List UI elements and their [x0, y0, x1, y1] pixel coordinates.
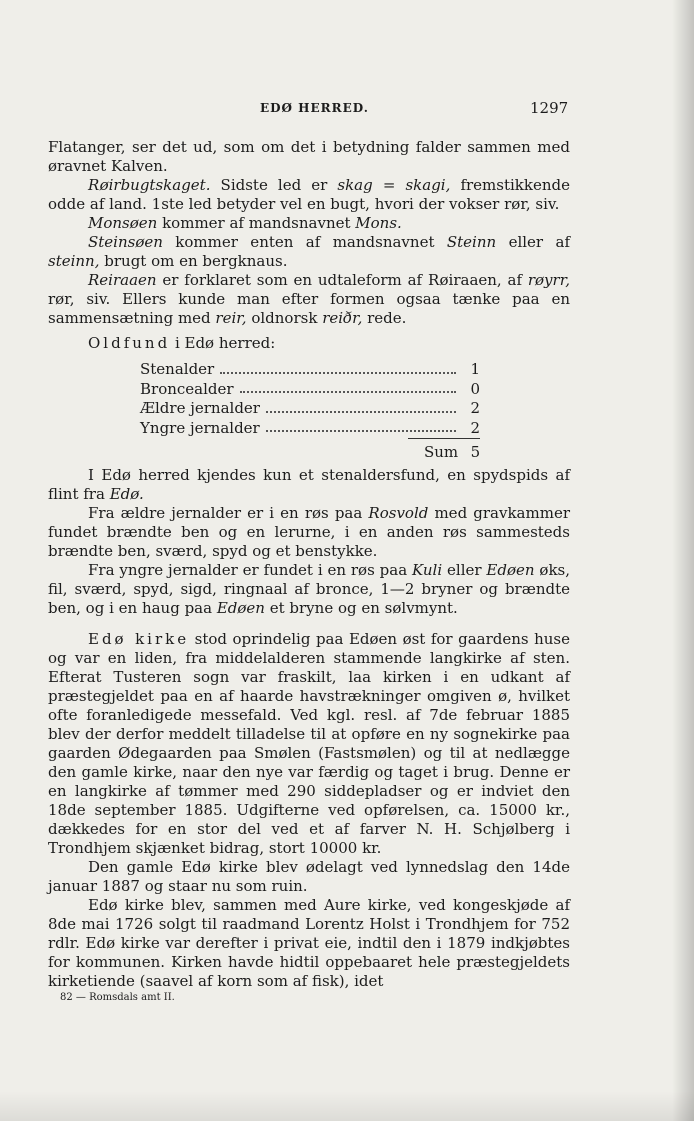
sum-row: Sum 5 — [424, 443, 481, 461]
paragraph-kongeskjode: Edø kirke blev, sammen med Aure kirke, ved kongeskjøde af 8de mai 1726 solgt til raadmand Lorentz Holst i Trondhjem for 752 rdlr. Edø kirke var derefter i privat eie, indtil den i 1879 indkjøbtes for kommunen. Kirken havde hidtil oppebaaret hele præstegjeldets kirketiende (saavel af korn som af fisk), idet — [48, 896, 570, 990]
paragraph-reiraaen: Reiraaen er forklaret som en udtaleform af Røiraaen, af røyrr, rør, siv. Ellers kunde man efter formen ogsaa tænke paa en sammensætning med reir, oldnorsk reiðr, rede. — [48, 271, 570, 327]
paragraph-stenalder: I Edø herred kjendes kun et stenaldersfund, en spydspids af flint fra Edø. — [48, 466, 570, 503]
paragraph-gamle-kirke: Den gamle Edø kirke blev ødelagt ved lynnedslag den 14de januar 1887 og staar nu som ruin. — [48, 858, 570, 895]
paragraph-steinsoen: Steinsøen kommer enten af mandsnavnet Steinn eller af steinn, brugt om en bergknaus. — [48, 233, 570, 270]
running-header: EDØ HERRED. — [260, 101, 369, 115]
table-row: Stenalder 1 — [140, 360, 480, 378]
page-number: 1297 — [530, 99, 569, 117]
oldfund-table — [140, 360, 480, 438]
text-block-top — [48, 138, 570, 353]
page-edge-shadow — [672, 0, 694, 1121]
oldfund-heading: Oldfund i Edø herred: — [88, 334, 276, 352]
table-row: Yngre jernalder 2 — [140, 418, 480, 437]
paragraph-roirbugtskaget: Røirbugtskaget. Sidste led er skag = skagi, fremstikkende odde af land. 1ste led betyder vel en bugt, hvori der vokser rør, siv. — [48, 176, 570, 213]
paragraph-monsoen: Monsøen kommer af mandsnavnet Mons. — [88, 214, 402, 232]
table-row: Broncealder 0 — [140, 379, 480, 398]
paragraph-edo-kirke: Edø kirke stod oprindelig paa Edøen øst for gaardens huse og var en liden, fra middelalderen stammende langkirke af sten. Efterat Tusteren sogn var fraskilt, laa kirken i en udkant af præstegjeldet paa en af haarde havstrækninger omgiven ø, hvilket ofte foranledigede messefald. Ved kgl. resl. af 7de februar 1885 blev der derfor meddelt tilladelse til at opføre en ny sognekirke paa gaarden Ødegaarden paa Smølen (Fastsmølen) og til at nedlægge den gamle kirke, naar den nye var færdig og taget i brug. Denne er en langkirke af tømmer med 290 siddepladser og er indviet den 18de september 1885. Udgifterne ved opførelsen, ca. 15000 kr., dækkedes for en stor del ved et af farver N. H. Schjølberg i Trondhjem skjænket bidrag, stort 10000 kr. — [48, 630, 571, 857]
signature-footer: 82 — Romsdals amt II. — [60, 992, 175, 1003]
paragraph-aeldre-jernalder: Fra ældre jernalder er i en røs paa Rosvold med gravkammer fundet brændte ben og en lerurne, i en anden røs sammesteds brændte ben, sværd, spyd og et benstykke. — [48, 504, 570, 560]
paragraph-kalven: Flatanger, ser det ud, som om det i betydning falder sammen med øravnet Kalven. — [48, 138, 570, 175]
text-block-bottom — [48, 466, 570, 991]
page-bottom-shadow — [0, 1091, 694, 1121]
sum-rule — [408, 438, 480, 439]
paragraph-yngre-jernalder: Fra yngre jernalder er fundet i en røs paa Kuli eller Edøen øks, fil, sværd, spyd, sigd, ringnaal af bronce, 1—2 bryner og brændte ben, og i en haug paa Edøen et bryne og en sølvmynt. — [48, 561, 570, 617]
table-row: Ældre jernalder 2 — [140, 399, 480, 417]
